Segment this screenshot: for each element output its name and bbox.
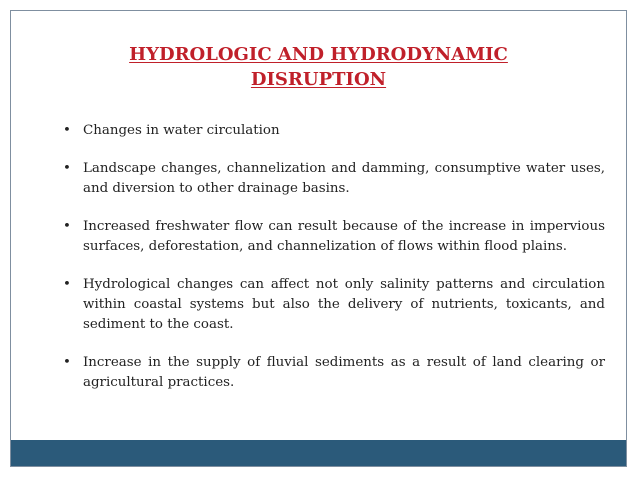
bullet-text: Landscape changes, channelization and damming, consumptive water uses, and diversion to other drainage basins. [83, 161, 605, 196]
slide-frame [10, 10, 627, 467]
bullet-dot: • [63, 355, 71, 370]
bullet-text: Increase in the supply of fluvial sediments as a result of land clearing or agricultural practices. [83, 355, 605, 390]
bullet-dot: • [63, 277, 71, 292]
bullet-dot: • [63, 123, 71, 138]
title-line-1: HYDROLOGIC AND HYDRODYNAMIC [129, 44, 508, 66]
bullet-dot: • [63, 219, 71, 234]
slide-title [11, 42, 626, 92]
footer-bar [11, 440, 626, 466]
bullet-item [57, 353, 605, 393]
bullet-item [57, 217, 605, 257]
bullet-list [57, 121, 605, 411]
bullet-item [57, 159, 605, 199]
title-line-2: DISRUPTION [250, 69, 387, 91]
bullet-text: Increased freshwater flow can result because of the increase in impervious surfaces, deforestation, and channelization of flows within flood plains. [83, 219, 605, 254]
bullet-item [57, 275, 605, 335]
bullet-dot: • [63, 161, 71, 176]
bullet-text: Changes in water circulation [83, 123, 280, 138]
bullet-text: Hydrological changes can affect not only salinity patterns and circulation within coastal systems but also the delivery of nutrients, toxicants, and sediment to the coast. [83, 277, 605, 332]
bullet-item [57, 121, 605, 141]
